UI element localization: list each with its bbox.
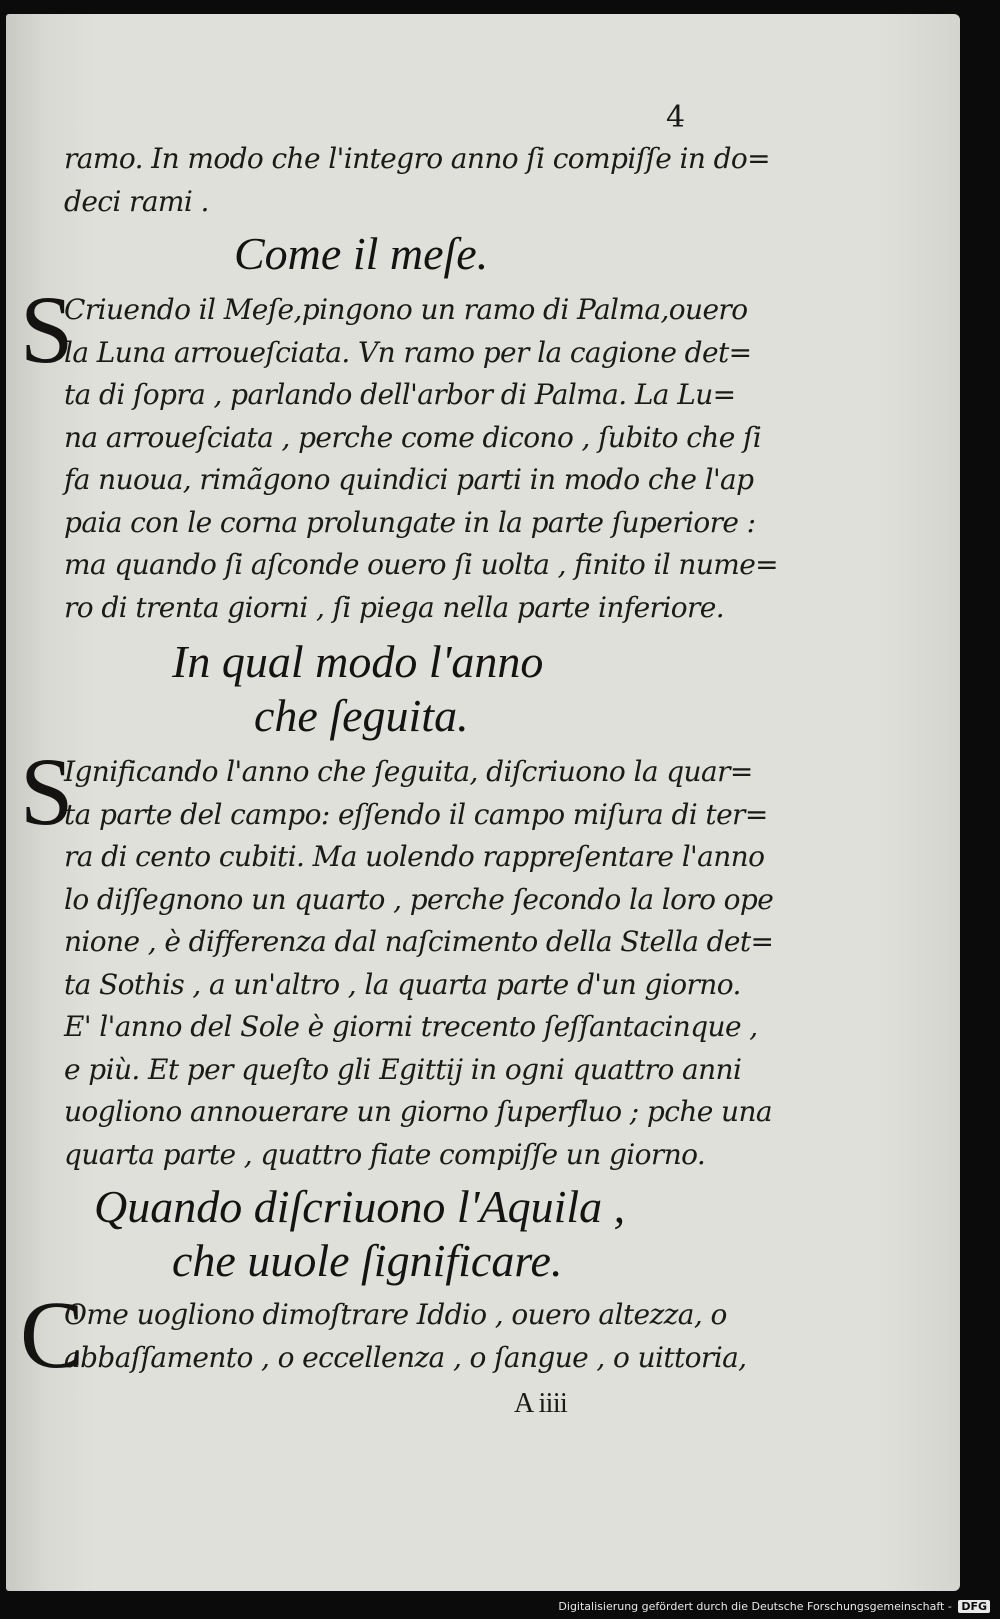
text-line: nione , è differenza dal naſcimento della Stella det= [64,925,774,958]
intro-line: ramo. In modo che l'integro anno ſi compiſſe in do= [64,142,771,175]
paragraph [20,738,774,1176]
signature-mark: A iiii [514,1388,568,1419]
text-line: ra di cento cubiti. Ma uolendo rappreſentare l'anno [64,840,765,873]
section-heading: In qual modo l'anno [172,636,544,687]
text-line: Ignificando l'anno che ſeguita, diſcriuono la quar= [64,755,753,788]
section-heading: Come il meſe. [234,228,489,279]
text-line: ta Sothis , a un'altro , la quarta parte d'un giorno. [64,967,741,1001]
drop-cap: C [20,1281,84,1388]
paragraph [20,1281,747,1388]
page-number: 4 [666,100,686,135]
section-heading: Quando diſcriuono l'Aquila , [94,1181,626,1232]
text-line: Ome uogliono dimoſtrare Iddio , ouero altezza, o [64,1298,727,1331]
text-line: fa nuoua, rimãgono quindici parti in modo che l'ap [64,463,754,496]
text-line: lo diſſegnono un quarto , perche ſecondo la loro ope [64,882,774,916]
drop-cap: S [20,276,73,383]
intro-line: deci rami . [64,184,209,218]
text-line: paia con le corna prolungate in la parte ſuperiore : [64,505,756,539]
text-line: na arroueſciata , perche come dicono , ſubito che ſi [64,420,762,454]
text-line: ro di trenta giorni , ſi piega nella parte inferiore. [64,590,725,624]
text-line: Criuendo il Meſe,pingono un ramo di Palma,ouero [64,293,748,326]
text-line: e più. Et per queſto gli Egittij in ogni quattro anni [64,1052,742,1086]
text-line: uogliono annouerare un giorno ſuperfluo ; pche una [64,1095,772,1128]
text-line: E' l'anno del Sole è giorni trecento ſeſſantacinque , [64,1010,758,1043]
text-line: ma quando ſi aſconde ouero ſi uolta , finito il nume= [64,548,779,581]
section-heading: che uuole ſignificare. [172,1235,563,1286]
text-line: ta parte del campo: eſſendo il campo miſura di ter= [64,797,768,831]
section-heading: che ſeguita. [254,690,469,741]
paragraph [20,276,779,629]
drop-cap: S [20,738,73,845]
text-line: ta di ſopra , parlando dell'arbor di Palma. La Lu= [64,378,736,411]
dfg-logo: DFG [958,1600,990,1613]
body-text [20,138,779,1426]
digitization-footer [558,1600,990,1613]
footer-text: Digitalisierung gefördert durch die Deutsche Forschungsgemeinschaft - [558,1600,952,1613]
text-line: la Luna arroueſciata. Vn ramo per la cagione det= [64,335,752,369]
text-line: quarta parte , quattro fiate compiſſe un giorno. [64,1137,706,1171]
book-page [6,14,960,1591]
text-line: abbaſſamento , o eccellenza , o ſangue , o uittoria, [64,1340,747,1374]
